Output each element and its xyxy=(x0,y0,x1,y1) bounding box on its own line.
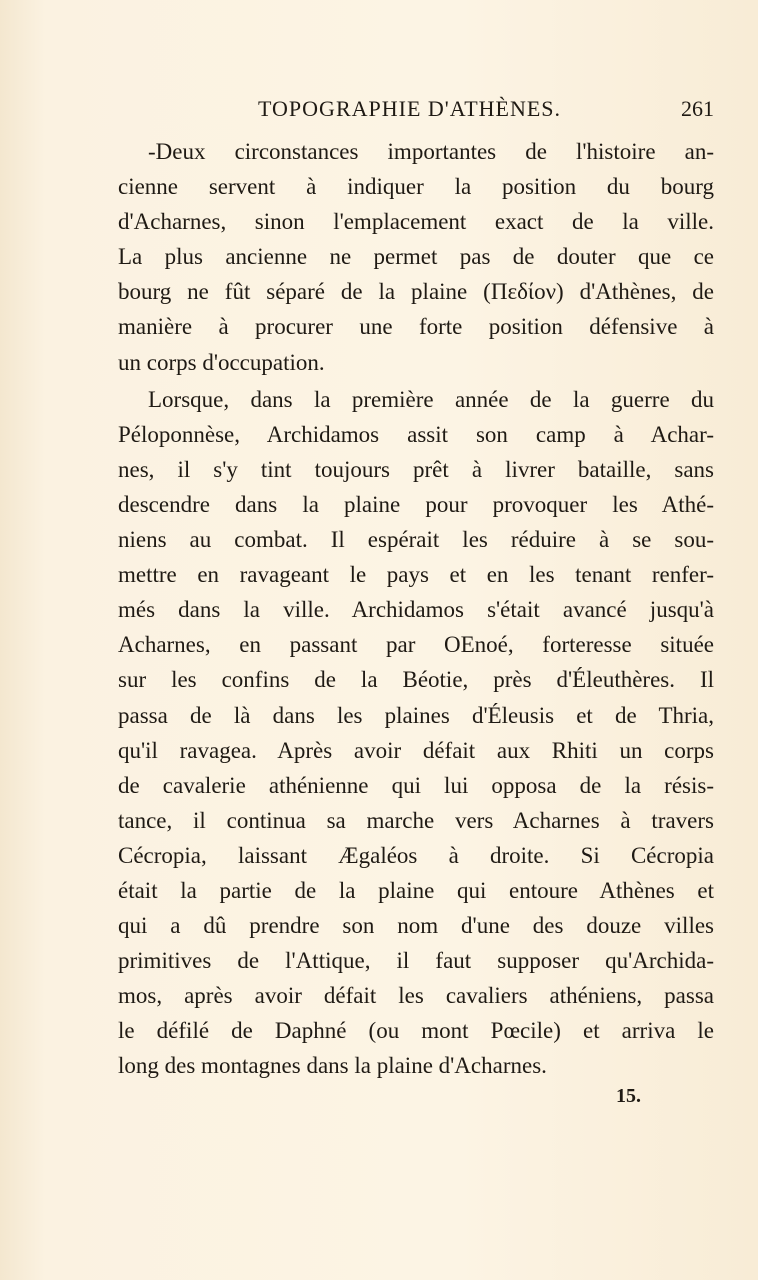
running-title: TOPOGRAPHIE D'ATHÈNES. xyxy=(258,96,562,121)
text-line: d'Acharnes, sinon l'emplacement exact de la ville. xyxy=(118,209,714,235)
text-line: mos, après avoir défait les cavaliers athéniens, passa xyxy=(118,983,714,1009)
text-line: tance, il continua sa marche vers Acharnes à travers xyxy=(118,807,714,833)
text-line: La plus ancienne ne permet pas de douter que ce xyxy=(118,244,714,270)
text-line: Péloponnèse, Archidamos assit son camp à Achar- xyxy=(118,421,714,447)
signature-mark: 15. xyxy=(616,1085,641,1107)
text-line: manière à procurer une forte position défensive à xyxy=(118,314,714,340)
page-header xyxy=(118,96,714,128)
text-line: de cavalerie athénienne qui lui opposa de la résis- xyxy=(118,772,714,798)
text-line: le défilé de Daphné (ou mont Pœcile) et arriva le xyxy=(118,1018,714,1044)
text-line: descendre dans la plaine pour provoquer les Athé- xyxy=(118,491,714,517)
text-line: passa de là dans les plaines d'Éleusis et de Thria, xyxy=(118,702,714,728)
text-line: un corps d'occupation. xyxy=(118,349,325,375)
text-line: long des montagnes dans la plaine d'Acharnes. xyxy=(118,1053,547,1079)
text-line: més dans la ville. Archidamos s'était avancé jusqu'à xyxy=(118,597,714,623)
text-line: était la partie de la plaine qui entoure Athènes et xyxy=(118,877,714,903)
text-line: Acharnes, en passant par OEnoé, forteresse située xyxy=(118,632,714,658)
text-line: qu'il ravagea. Après avoir défait aux Rhiti un corps xyxy=(118,737,714,763)
text-line: cienne servent à indiquer la position du bourg xyxy=(118,174,714,200)
paragraph-2 xyxy=(118,382,714,1084)
text-line: nes, il s'y tint toujours prêt à livrer bataille, sans xyxy=(118,456,714,482)
text-line: sur les confins de la Béotie, près d'Éleuthères. Il xyxy=(118,667,714,693)
text-line: qui a dû prendre son nom d'une des douze villes xyxy=(118,913,714,939)
paragraph-1 xyxy=(118,134,714,380)
text-line: niens au combat. Il espérait les réduire à se sou- xyxy=(118,527,714,553)
body-text xyxy=(118,134,714,1084)
page-number: 261 xyxy=(681,96,714,121)
text-line: bourg ne fût séparé de la plaine (Πεδίον) d'Athènes, de xyxy=(118,279,714,305)
text-line: -Deux circonstances importantes de l'histoire an- xyxy=(148,139,714,164)
text-line: Lorsque, dans la première année de la guerre du xyxy=(148,386,714,412)
text-line: Cécropia, laissant Ægaléos à droite. Si Cécropia xyxy=(118,842,714,868)
text-line: primitives de l'Attique, il faut supposer qu'Archida- xyxy=(118,948,714,974)
text-line: mettre en ravageant le pays et en les tenant renfer- xyxy=(118,562,714,588)
